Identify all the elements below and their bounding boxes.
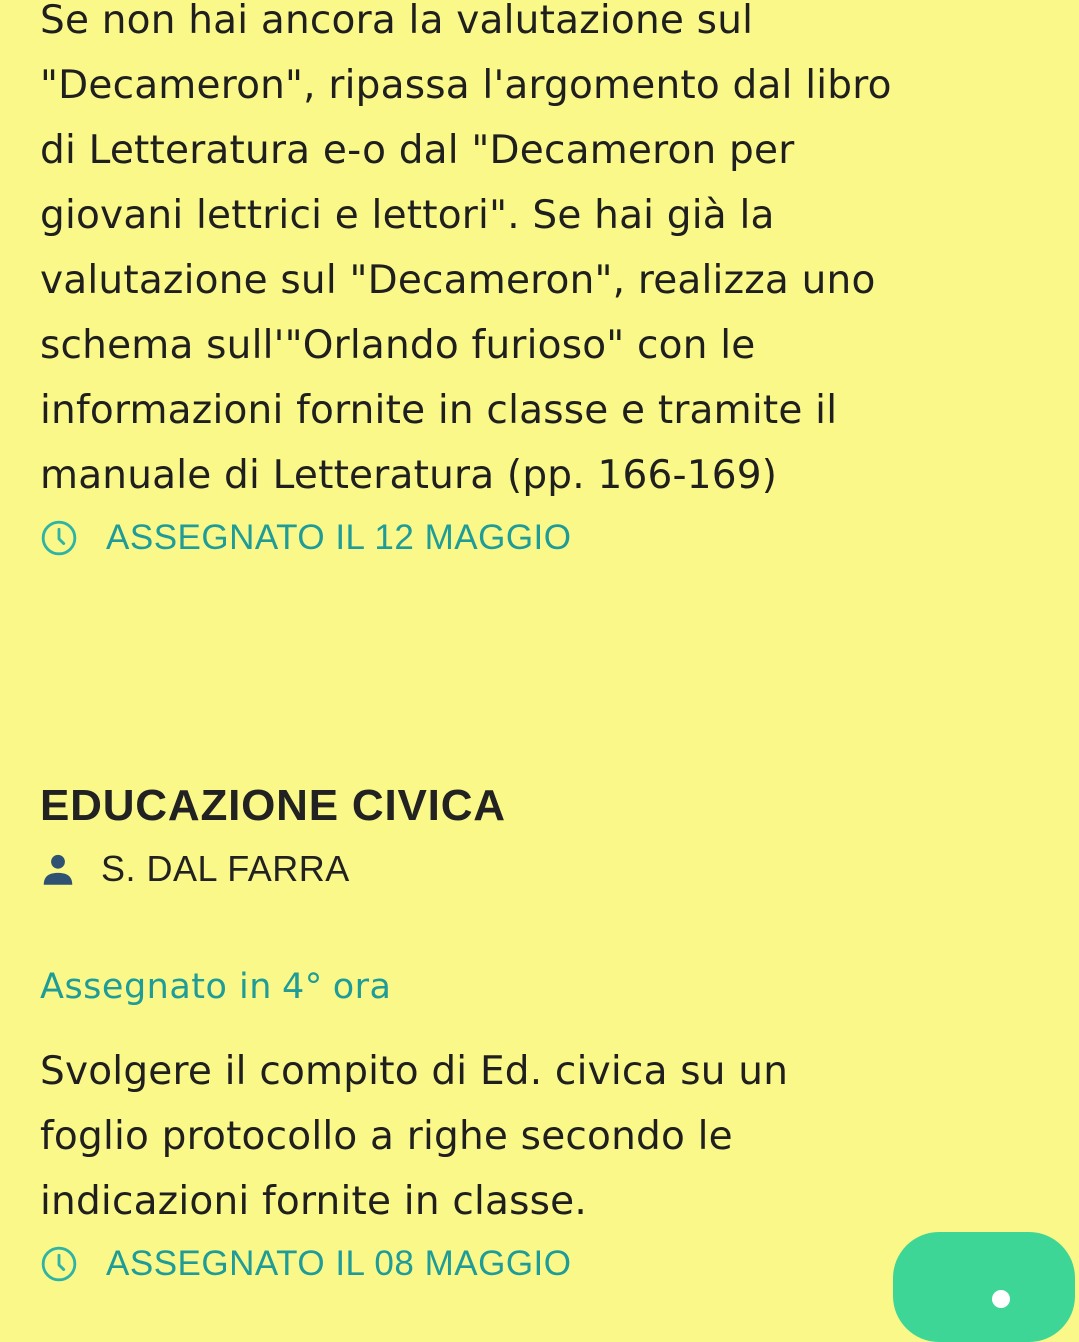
floating-action-button[interactable]	[893, 1232, 1075, 1342]
clock-icon	[40, 1245, 78, 1283]
person-icon	[40, 851, 76, 887]
teacher-name: S. DAL FARRA	[101, 848, 350, 889]
clock-icon	[40, 519, 78, 557]
assigned-hour	[40, 957, 1049, 1017]
assigned-hour-suffix: ora	[332, 967, 392, 1007]
assigned-date	[40, 508, 1049, 568]
assignment-description: Se non hai ancora la valutazione sul "Decameron", ripassa l'argomento dal libro di Letteratura e-o dal "Decameron per giovani lettrici e lettori". Se hai già la valutazione sul "Decameron", realizza uno schema sull'"Orlando furioso" con le informazioni fornite in classe e tramite il manuale di Letteratura (pp. 166-169)	[40, 0, 892, 498]
assignment-description: Svolgere il compito di Ed. civica su un foglio protocollo a righe secondo le indicazioni fornite in classe.	[40, 1049, 789, 1224]
fab-icon	[992, 1290, 1010, 1308]
assignment-item-letteratura[interactable]	[40, 0, 1049, 568]
assignment-item-educazione-civica[interactable]	[40, 776, 1049, 1294]
assigned-hour-value: 4°	[281, 967, 323, 1007]
assigned-date-label: ASSEGNATO IL 12 MAGGIO	[106, 518, 572, 557]
assigned-hour-prefix: Assegnato in	[40, 967, 272, 1007]
subject-title: EDUCAZIONE CIVICA	[40, 781, 506, 830]
teacher-info	[40, 839, 1049, 899]
assigned-date-label: ASSEGNATO IL 08 MAGGIO	[106, 1244, 572, 1283]
homework-list	[40, 0, 1049, 1294]
